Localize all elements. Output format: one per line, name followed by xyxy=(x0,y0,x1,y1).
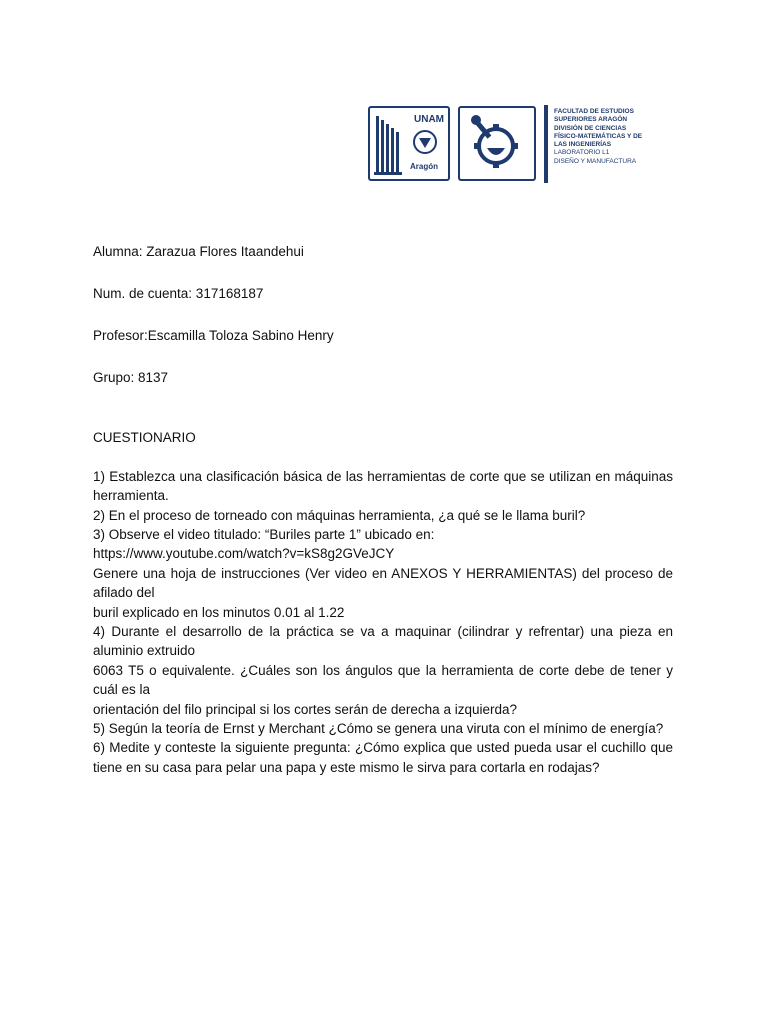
question-line: 1) Establezca una clasificación básica de las herramientas de corte que se utilizan en máquinas herramienta. xyxy=(93,468,673,504)
question-line: 5) Según la teoría de Ernst y Merchant ¿Cómo se genera una viruta con el mínimo de energía? xyxy=(93,721,664,737)
faculty-line: DISEÑO Y MANUFACTURA xyxy=(554,157,637,165)
question-line: Genere una hoja de instrucciones (Ver video en ANEXOS Y HERRAMIENTAS) del proceso de afilado del xyxy=(93,565,673,601)
faculty-line: LABORATORIO L1 xyxy=(554,149,610,157)
student-name: Alumna: Zarazua Flores Itaandehui xyxy=(93,244,304,259)
professor-name: Profesor:Escamilla Toloza Sabino Henry xyxy=(93,328,334,343)
group-number: Grupo: 8137 xyxy=(93,370,169,385)
video-url: https://www.youtube.com/watch?v=kS8g2GVeJCY xyxy=(93,546,395,562)
question-line: 6) Medite y conteste la siguiente pregunta: ¿Cómo explica que usted pueda usar el cuchillo que tiene en su casa para pelar una papa y este mismo le sirva para cortarla en rodajas? xyxy=(93,740,673,775)
question-line: buril explicado en los minutos 0.01 al 1.22 xyxy=(93,604,345,620)
gear-wrench-icon xyxy=(460,108,533,178)
unam-fes-aragon-logo xyxy=(368,106,450,181)
question-line: 2) En el proceso de torneado con máquinas herramienta, ¿a qué se le llama buril? xyxy=(93,507,586,523)
laboratory-logo xyxy=(458,106,536,181)
header-divider xyxy=(544,105,548,183)
question-line: orientación del filo principal si los cortes serán de derecha a izquierda? xyxy=(93,701,517,717)
question-line: 4) Durante el desarrollo de la práctica se va a maquinar (cilindrar y refrentar) una pieza en aluminio extruido xyxy=(93,624,673,659)
questionnaire-title: CUESTIONARIO xyxy=(93,430,196,445)
faculty-line: SUPERIORES ARAGÓN xyxy=(554,116,628,124)
faculty-line: DIVISIÓN DE CIENCIAS xyxy=(554,124,627,132)
unam-label: UNAM xyxy=(414,114,444,125)
question-line: 6063 T5 o equivalente. ¿Cuáles son los ángulos que la herramienta de corte debe de tener y cuál es la xyxy=(93,662,673,698)
faculty-line: FÍSICO-MATEMÁTICAS Y DE xyxy=(554,132,643,140)
header-logos xyxy=(368,105,668,183)
faculty-text xyxy=(554,108,674,166)
faculty-line: LAS INGENIERÍAS xyxy=(554,141,612,149)
aragon-label: Aragón xyxy=(410,162,438,171)
faculty-line: FACULTAD DE ESTUDIOS xyxy=(554,108,634,115)
question-line: 3) Observe el video titulado: “Buriles parte 1” ubicado en: xyxy=(93,527,435,543)
account-number: Num. de cuenta: 317168187 xyxy=(93,286,264,301)
questionnaire xyxy=(93,428,673,777)
